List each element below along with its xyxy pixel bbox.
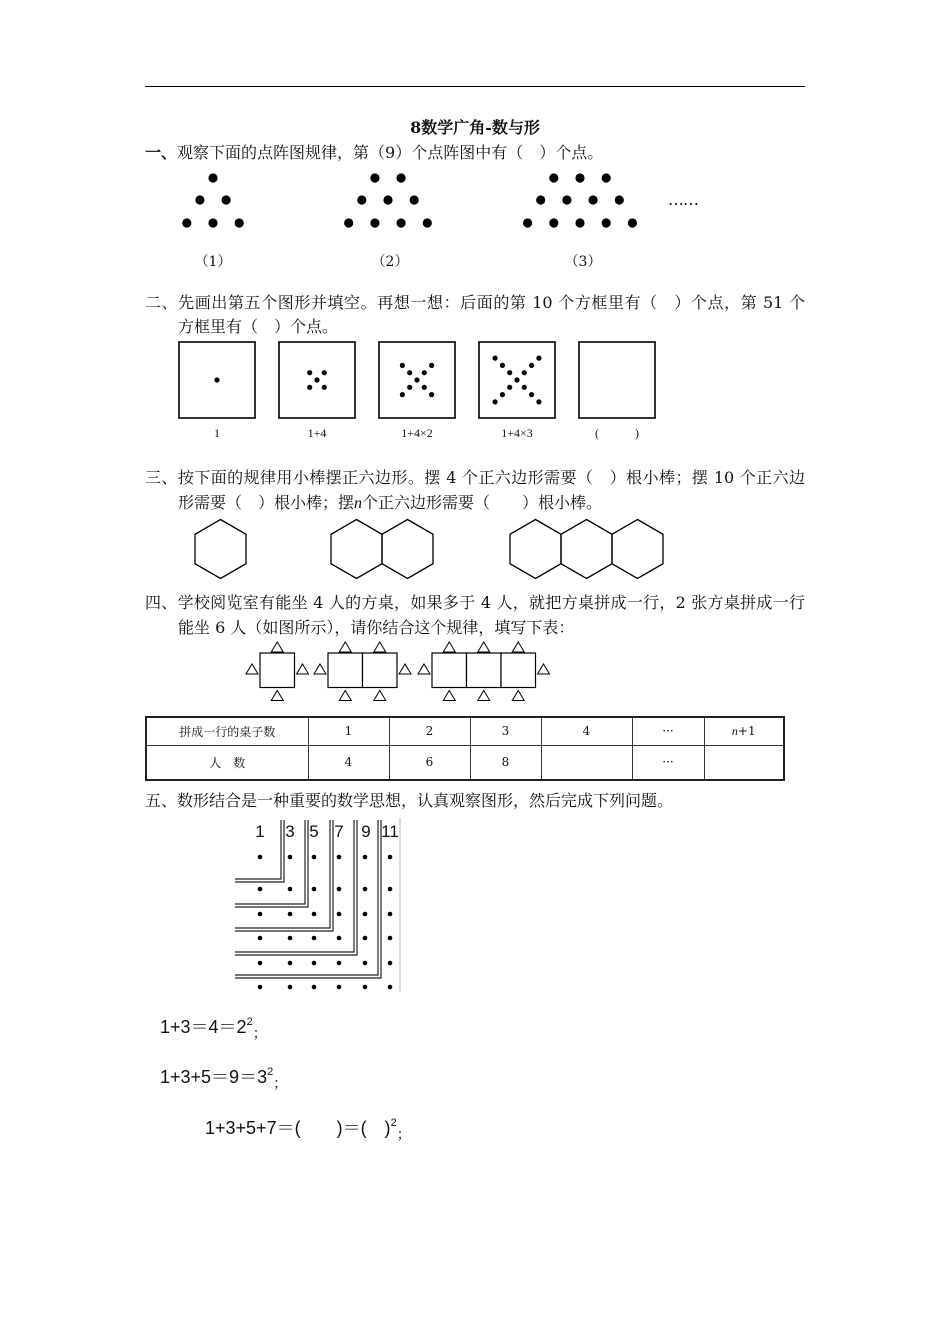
equation-1	[160, 1014, 267, 1041]
dot	[536, 356, 541, 361]
seat-triangle	[271, 691, 283, 701]
dot	[562, 195, 571, 204]
table-arrangement-1	[246, 642, 309, 701]
dot	[529, 392, 534, 397]
variable-n: n	[731, 723, 738, 738]
table-cell: 2	[389, 717, 470, 745]
dot	[400, 363, 405, 368]
dot	[536, 399, 541, 404]
dot	[536, 195, 545, 204]
dot	[422, 370, 427, 375]
grid-dot	[288, 855, 293, 860]
dot	[500, 363, 505, 368]
seat-triangle	[314, 664, 326, 674]
top-rule	[145, 86, 805, 87]
seat-triangle	[374, 642, 386, 652]
dot	[344, 218, 353, 227]
grid-dot	[258, 887, 263, 892]
dot	[602, 218, 611, 227]
equation-text: 1+3＝4＝2	[160, 1017, 247, 1037]
seat-triangle	[512, 691, 524, 701]
grid-dot	[388, 887, 393, 892]
hexagon	[382, 520, 433, 579]
dot	[422, 385, 427, 390]
figure-label-1: （1）	[194, 254, 232, 270]
box-label-3: 1+4×2	[401, 426, 433, 440]
dot	[314, 377, 319, 382]
seat-triangle	[478, 691, 490, 701]
dot	[500, 392, 505, 397]
dot	[522, 385, 527, 390]
dot	[514, 377, 519, 382]
dot	[523, 218, 532, 227]
dot-box-5	[579, 342, 655, 418]
dot	[383, 195, 392, 204]
dot	[235, 218, 244, 227]
table-cell-blank	[704, 745, 784, 780]
dot	[549, 218, 558, 227]
square-table	[328, 653, 363, 688]
grid-dot	[337, 985, 342, 990]
dot	[407, 370, 412, 375]
dot-pattern-2	[344, 173, 432, 227]
exponent: 2	[246, 1016, 253, 1028]
square-table	[432, 653, 467, 688]
grid-dot	[258, 985, 263, 990]
dot	[602, 173, 611, 182]
box-frame	[279, 342, 355, 418]
equation-3	[205, 1115, 411, 1142]
hexagon	[561, 520, 612, 579]
dot	[407, 385, 412, 390]
variable-n: n	[354, 495, 363, 512]
grid-dot	[363, 985, 368, 990]
dot	[493, 356, 498, 361]
column-number-1: 1	[255, 822, 265, 841]
square-table	[260, 653, 295, 688]
question-3-line-2-part-b: 个正六边形需要（ ）根小棒。	[362, 493, 603, 512]
grid-dot	[288, 961, 293, 966]
dot	[307, 370, 312, 375]
ellipsis: ……	[668, 190, 698, 209]
seat-triangle	[443, 642, 455, 652]
table-cell: 8	[470, 745, 541, 780]
dot-box-2	[279, 342, 355, 418]
table-header-cell: 人 数	[146, 745, 308, 780]
dot	[195, 195, 204, 204]
grid-dot	[337, 887, 342, 892]
column-number-11: 11	[381, 822, 399, 841]
grid-dot	[363, 855, 368, 860]
grid-dot	[337, 961, 342, 966]
question-1	[145, 142, 603, 164]
table-cell: 6	[389, 745, 470, 780]
hexagon	[331, 520, 382, 579]
plus-one: +1	[737, 723, 756, 738]
box-label-1: 1	[214, 426, 220, 440]
seat-triangle	[538, 664, 550, 674]
seat-triangle	[339, 691, 351, 701]
grid-dot	[312, 912, 317, 917]
dot	[182, 218, 191, 227]
square-table	[363, 653, 398, 688]
seat-triangle	[399, 664, 411, 674]
dot	[507, 370, 512, 375]
grid-dot	[388, 961, 393, 966]
dot	[400, 392, 405, 397]
dot	[493, 399, 498, 404]
figure-label-3: （3）	[564, 254, 602, 270]
dot	[322, 385, 327, 390]
semicolon: ；	[273, 1075, 288, 1091]
table-cell: 3	[470, 717, 541, 745]
seat-triangle	[443, 691, 455, 701]
grid-dot	[258, 855, 263, 860]
dot	[549, 173, 558, 182]
grid-dot	[337, 912, 342, 917]
grid-dot	[388, 936, 393, 941]
semicolon: ；	[396, 1126, 411, 1142]
equation-text: 1+3+5+7＝( )＝( )	[205, 1118, 391, 1138]
grid-dot	[258, 936, 263, 941]
seat-triangle	[374, 691, 386, 701]
table-cell: ···	[632, 745, 704, 780]
table-cell: ···	[632, 717, 704, 745]
dot	[429, 392, 434, 397]
hexagon-group-1	[195, 520, 246, 579]
column-number-3: 3	[285, 822, 295, 841]
table-arrangement-3	[418, 642, 550, 701]
grid-dot	[288, 985, 293, 990]
dot	[575, 173, 584, 182]
column-number-5: 5	[309, 822, 319, 841]
dot	[507, 385, 512, 390]
grid-dot	[337, 936, 342, 941]
grid-dot	[388, 855, 393, 860]
box-label-4: 1+4×3	[501, 426, 533, 440]
box-frame	[479, 342, 555, 418]
exponent: 2	[390, 1117, 397, 1129]
grid-dot	[312, 985, 317, 990]
seat-triangle	[297, 664, 309, 674]
column-number-9: 9	[361, 822, 371, 841]
grid-dot	[312, 961, 317, 966]
dot	[322, 370, 327, 375]
table-cell: 1	[308, 717, 389, 745]
grid-dot	[388, 912, 393, 917]
table-arrangement-2	[314, 642, 411, 701]
dot	[397, 173, 406, 182]
question-3-line-2	[178, 492, 602, 515]
grid-dot	[288, 912, 293, 917]
dot	[423, 218, 432, 227]
dot	[357, 195, 366, 204]
table-cell	[704, 717, 784, 745]
grid-dot	[363, 912, 368, 917]
box-label-2: 1+4	[307, 426, 327, 440]
hexagon-group-3	[510, 520, 663, 579]
grid-dot	[258, 912, 263, 917]
seat-triangle	[339, 642, 351, 652]
figure-label-2: （2）	[371, 254, 409, 270]
box-frame	[579, 342, 655, 418]
square-table	[501, 653, 536, 688]
dot	[522, 370, 527, 375]
grid-dot	[363, 887, 368, 892]
grid-dot	[337, 855, 342, 860]
dot-pattern-3	[523, 173, 637, 227]
grid-dot	[312, 855, 317, 860]
table-row-tables	[146, 717, 784, 745]
question-1-number: 一、	[145, 143, 178, 162]
question-4-line-1: 四、学校阅览室有能坐 4 人的方桌，如果多于 4 人，就把方桌拼成一行，2 张方桌拼成一行	[145, 593, 805, 612]
arrangement-table	[145, 716, 785, 781]
table-cell: 4	[541, 717, 632, 745]
dot	[208, 218, 217, 227]
square-number-grid	[235, 818, 400, 992]
dot	[529, 363, 534, 368]
hexagon	[612, 520, 663, 579]
dot	[615, 195, 624, 204]
grid-dot	[288, 936, 293, 941]
equation-text: 1+3+5＝9＝3	[160, 1067, 268, 1087]
dot	[222, 195, 231, 204]
seat-triangle	[512, 642, 524, 652]
dot	[575, 218, 584, 227]
hexagon	[510, 520, 561, 579]
dot	[370, 218, 379, 227]
hexagon	[195, 520, 246, 579]
column-number-7: 7	[334, 822, 344, 841]
grid-dot	[363, 936, 368, 941]
question-3-line-2-part-a: 形需要（ ）根小棒；摆	[178, 493, 355, 512]
box-label-5: ( )	[595, 426, 639, 440]
box-frame	[179, 342, 255, 418]
question-5-line-1: 五、数形结合是一种重要的数学思想，认真观察图形，然后完成下列问题。	[145, 791, 674, 810]
dot	[414, 377, 419, 382]
dot	[307, 385, 312, 390]
dot	[214, 377, 219, 382]
grid-dot	[388, 985, 393, 990]
dot	[628, 218, 637, 227]
grid-dot	[312, 887, 317, 892]
seat-triangle	[418, 664, 430, 674]
dot	[208, 173, 217, 182]
dot	[410, 195, 419, 204]
question-4-line-2: 能坐 6 人（如图所示），请你结合这个规律，填写下表：	[178, 618, 575, 637]
question-1-text: 观察下面的点阵图规律，第（9）个点阵图中有（ ）个点。	[177, 143, 604, 162]
semicolon: ；	[252, 1025, 267, 1041]
question-3-line-1: 三、按下面的规律用小棒摆正六边形。摆 4 个正六边形需要（ ）根小棒；摆 10 个正六边	[145, 468, 805, 487]
dot-box-3	[379, 342, 455, 418]
grid-dot	[258, 961, 263, 966]
table-row-people	[146, 745, 784, 780]
equation-2	[160, 1064, 287, 1091]
square-table	[467, 653, 502, 688]
exponent: 2	[267, 1066, 274, 1078]
dot	[370, 173, 379, 182]
question-2-line-2: 方框里有（ ）个点。	[178, 317, 339, 336]
grid-dot	[288, 887, 293, 892]
grid-dot	[363, 961, 368, 966]
seat-triangle	[246, 664, 258, 674]
seat-triangle	[478, 642, 490, 652]
dot	[397, 218, 406, 227]
dot-box-1	[179, 342, 255, 418]
table-header-cell: 拼成一行的桌子数	[146, 717, 308, 745]
table-cell: 4	[308, 745, 389, 780]
box-frame	[379, 342, 455, 418]
dot	[589, 195, 598, 204]
dot-box-4	[479, 342, 555, 418]
question-2-line-1: 二、先画出第五个图形并填空。再想一想：后面的第 10 个方框里有（ ）个点，第 51 个	[145, 293, 805, 312]
grid-dot	[312, 936, 317, 941]
dot-pattern-1	[182, 173, 244, 227]
page-title: 8数学广角-数与形	[410, 118, 540, 137]
table-cell-blank	[541, 745, 632, 780]
dot	[429, 363, 434, 368]
seat-triangle	[271, 642, 283, 652]
hexagon-group-2	[331, 520, 433, 579]
